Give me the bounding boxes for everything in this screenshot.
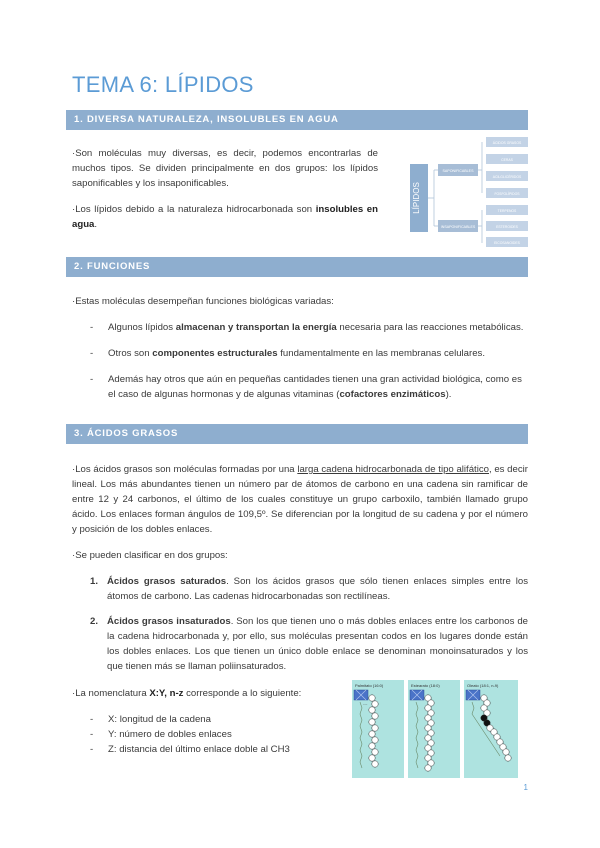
- paragraph-nomenclature: ·La nomenclatura X:Y, n-z corresponde a lo siguiente:: [72, 688, 302, 699]
- section-header-3: 3. ÁCIDOS GRASOS: [66, 424, 528, 444]
- paragraph-s2-intro: ·Estas moléculas desempeñan funciones biológicas variadas:: [72, 296, 334, 307]
- svg-text:ÁCIDOS GRASOS: ÁCIDOS GRASOS: [492, 141, 522, 145]
- svg-text:Oleato (18:1, n-9): Oleato (18:1, n-9): [467, 683, 499, 688]
- diagram-group-2-label: INSAPONIFICABLES: [440, 225, 476, 229]
- list-item-function-3: - Además hay otros que aún en pequeñas cantidades tienen una gran actividad biológica, como es el caso de algunas hormonas y de algunas vitaminas (cofactores enzimáticos).: [90, 374, 522, 400]
- svg-text:ACILGLICÉRIDOS: ACILGLICÉRIDOS: [492, 175, 522, 179]
- paragraph-s3-2: ·Se pueden clasificar en dos grupos:: [72, 550, 228, 561]
- section-header-1: 1. DIVERSA NATURALEZA, INSOLUBLES EN AGUA: [66, 110, 528, 130]
- svg-text:~~~: ~~~: [363, 703, 368, 706]
- lipid-classification-diagram: [408, 136, 538, 248]
- diagram-items-1: [486, 137, 528, 198]
- page-number: 1: [523, 783, 528, 792]
- svg-text:TERPENOS: TERPENOS: [497, 209, 517, 213]
- svg-text:ESTEROIDES: ESTEROIDES: [496, 225, 518, 229]
- svg-text:FOSFOLÍPIDOS: FOSFOLÍPIDOS: [494, 192, 520, 196]
- paragraph-s1-1: ·Son moléculas muy diversas, es decir, podemos encontrarlas de muchos tipos. Se dividen principalmente en dos grupos: los lípidos saponificables y los insaponificables.: [72, 148, 378, 189]
- section-header-2: 2. FUNCIONES: [66, 257, 528, 277]
- diagram-items-2: [486, 205, 528, 247]
- paragraph-s1-2: ·Los lípidos debido a la naturaleza hidrocarbonada son insolubles en agua.: [72, 204, 378, 230]
- diagram-root-label: LÍPIDOS: [412, 182, 421, 214]
- fatty-acid-structures-figure: [352, 680, 522, 780]
- paragraph-s3-1: ·Los ácidos grasos son moléculas formadas por una larga cadena hidrocarbonada de tipo alifático, es decir lineal. Los más abundantes tienen un número par de átomos de carbono en una cadena sin ramificar de entre 12 y 24 carbonos, el último de los cuales constituye un grupo carboxilo, también llamado grupo ácido. Los enlaces forman ángulos de 109,5º. Se diferencian por la longitud de su cadena y por el número y posición de los dobles enlaces.: [72, 464, 528, 535]
- svg-text:Palmitato (16:0): Palmitato (16:0): [355, 683, 384, 688]
- page-title: TEMA 6: LÍPIDOS: [72, 72, 254, 97]
- svg-text:Estearato (18:0): Estearato (18:0): [411, 683, 440, 688]
- svg-text:EICOSANOIDES: EICOSANOIDES: [494, 241, 520, 245]
- svg-text:CERAS: CERAS: [501, 158, 513, 162]
- diagram-group-1-label: SAPONIFICABLES: [442, 169, 474, 173]
- list-item-unsaturated: 2. Ácidos grasos insaturados. Son los que tienen uno o más dobles enlaces entre los carbonos de la cadena hidrocarbonada y, por ello, sus moléculas presentan codos en los lugares donde están los dobles enlaces. Los que tienen un único doble enlace se denominan monoinsaturados y los que tienen más se llaman poliinsaturados.: [90, 616, 528, 672]
- list-item-saturated: 1. Ácidos grasos saturados. Son los ácidos grasos que sólo tienen enlaces simples entre los átomos de carbono. Las cadenas hidrocarbonadas son rectilíneas.: [90, 576, 528, 602]
